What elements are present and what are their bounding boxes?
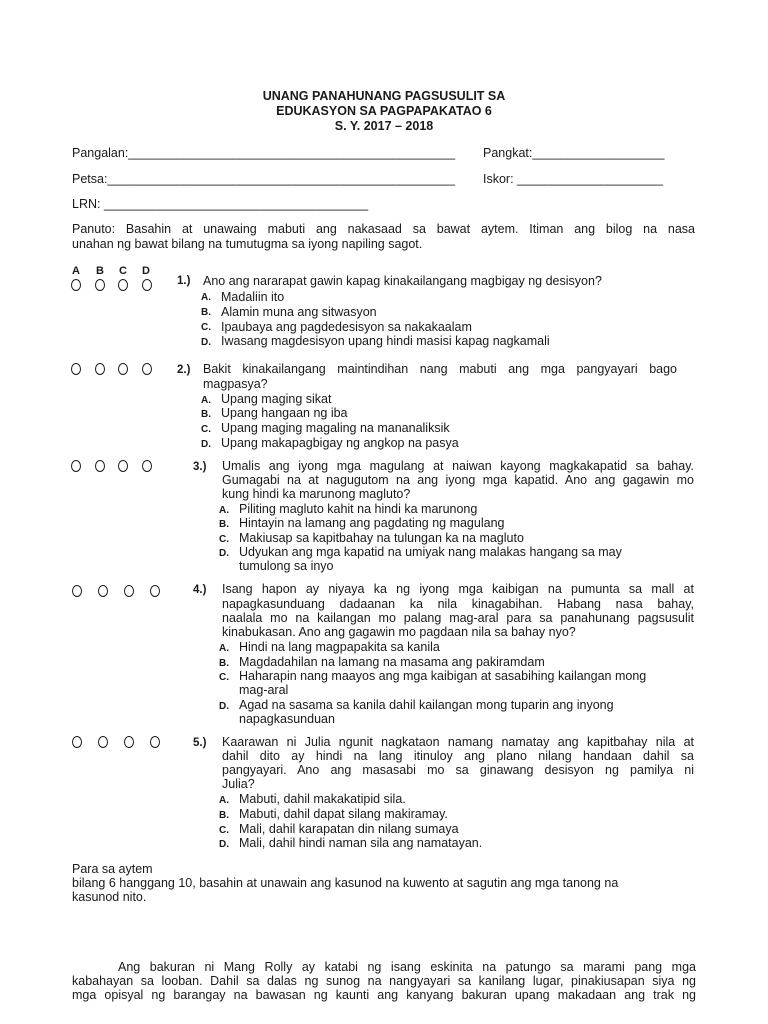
answer-bubble[interactable] <box>142 363 152 375</box>
section-note-line-3: kasunod nito. <box>72 890 147 904</box>
option-text: Madaliin ito <box>221 290 285 304</box>
question-number: 5.) <box>193 737 207 749</box>
option-text: Agad na sasama sa kanila dahil kailangan mong tuparin ang inyong <box>239 698 614 712</box>
question-text: Bakit kinakailangang maintindihan nang mabuti ang mga pangyayari bago <box>203 362 677 376</box>
question-text: dahil dito ay hindi na lang itinuloy ang plano nilang handaan dahil sa <box>222 749 694 763</box>
option-letter: B. <box>219 810 229 821</box>
option-text: Mali, dahil hindi naman sila ang namatayan. <box>239 836 483 850</box>
story-line-3: mga opisyal ng barangay na bawasan ng kaunti ang kanyang bakuran upang makadaan ang trak ng <box>72 988 696 1002</box>
section-note-line-1: Para sa aytem <box>72 862 153 876</box>
question-text: Julia? <box>222 777 255 791</box>
option-text: napagkasunduan <box>239 712 335 726</box>
option-letter: D. <box>219 839 229 850</box>
option-text: Hindi na lang magpapakita sa kanila <box>239 640 440 654</box>
option-letter: B. <box>201 409 211 420</box>
option-letter: A. <box>219 643 229 654</box>
exam-title-line-2: EDUKASYON SA PAGPAPAKATAO 6 <box>276 104 492 118</box>
option-text: Piliting magluto kahit na hindi ka marunong <box>239 502 478 516</box>
question-text: kung hindi ka marunong magluto? <box>222 487 411 501</box>
answer-bubble[interactable] <box>72 736 82 748</box>
question-text: kinabukasan. Ano ang gagawin mo pagdaan nila sa bahay nyo? <box>222 625 576 639</box>
option-letter: B. <box>219 519 229 530</box>
question-number: 3.) <box>193 461 207 473</box>
exam-title-line-1: UNANG PANAHUNANG PAGSUSULIT SA <box>262 89 506 103</box>
answer-bubble[interactable] <box>118 460 128 472</box>
question-text: Kaarawan ni Julia ngunit nagkataon namang namatay ang kapitbahay nila at <box>222 735 694 749</box>
date-field[interactable]: Petsa:__________________________________________________ <box>72 172 456 186</box>
option-text: Alamin muna ang sitwasyon <box>221 305 377 319</box>
option-text: Upang makapagbigay ng angkop na pasya <box>221 436 459 450</box>
answer-letter-b: B <box>96 265 104 277</box>
question-text: Gumagabi na at nagugutom na ang iyong mga kapatid. Ano ang gagawin mo <box>222 473 694 487</box>
name-field[interactable]: Pangalan:_______________________________________________ <box>72 146 456 160</box>
option-text: Haharapin nang maayos ang mga kaibigan at sasabihing kailangan mong <box>239 669 647 683</box>
option-text: Iwasang magdesisyon upang hindi masisi kapag nagkamali <box>221 334 550 348</box>
question-text: Ano ang nararapat gawin kapag kinakailangang magbigay ng desisyon? <box>203 274 602 288</box>
answer-bubble[interactable] <box>71 279 81 291</box>
answer-letter-d: D <box>142 265 150 277</box>
option-letter: D. <box>219 548 229 559</box>
question-text: napagkasunduang dadaanan ka nila kinagabihan. Habang nasa bahay, <box>222 597 694 611</box>
question-text: Umalis ang iyong mga magulang at naiwan kayong magkakapatid sa bahay. <box>222 459 694 473</box>
story-line-2: kabahayan sa looban. Dahil sa dalas ng sunog na nangyayari sa kanilang lugar, pinakiusapan siya ng <box>72 974 696 988</box>
option-letter: D. <box>219 701 229 712</box>
answer-bubble[interactable] <box>142 460 152 472</box>
option-letter: C. <box>201 424 211 435</box>
question-text: pangyayari. Ano ang masasabi mo sa ginawang desisyon ng pamilya ni <box>222 763 694 777</box>
answer-bubble[interactable] <box>98 736 108 748</box>
question-number: 2.) <box>177 364 191 376</box>
question-text: magpasya? <box>203 377 268 391</box>
option-letter: C. <box>219 534 229 545</box>
option-letter: A. <box>201 395 211 406</box>
answer-bubble[interactable] <box>71 460 81 472</box>
answer-bubble[interactable] <box>118 363 128 375</box>
answer-bubble[interactable] <box>95 279 105 291</box>
option-letter: A. <box>201 292 211 303</box>
answer-bubble[interactable] <box>124 585 134 597</box>
answer-bubble[interactable] <box>72 585 82 597</box>
section-field[interactable]: Pangkat:___________________ <box>483 146 665 160</box>
option-text: Mali, dahil karapatan din nilang sumaya <box>239 822 459 836</box>
option-text: Mabuti, dahil dapat silang makiramay. <box>239 807 448 821</box>
answer-bubble[interactable] <box>95 460 105 472</box>
option-text: Udyukan ang mga kapatid na umiyak nang malakas hangang sa may <box>239 545 622 559</box>
score-field[interactable]: Iskor: _____________________ <box>483 172 664 186</box>
option-text: Upang maging magaling na mananaliksik <box>221 421 450 435</box>
option-letter: B. <box>219 658 229 669</box>
answer-letter-a: A <box>72 265 80 277</box>
question-number: 4.) <box>193 584 207 596</box>
option-letter: A. <box>219 505 229 516</box>
option-text: Mabuti, dahil makakatipid sila. <box>239 792 406 806</box>
instructions-line-1: Panuto: Basahin at unawaing mabuti ang nakasaad sa bawat aytem. Itiman ang bilog na nasa <box>72 222 695 236</box>
lrn-field[interactable]: LRN: ______________________________________ <box>72 197 369 211</box>
answer-bubble[interactable] <box>150 585 160 597</box>
option-letter: A. <box>219 795 229 806</box>
answer-bubble[interactable] <box>98 585 108 597</box>
answer-bubble[interactable] <box>95 363 105 375</box>
question-text: naalala mo na kailangan mo palang mag-aral para sa panahunang pagsusulit <box>222 611 694 625</box>
option-letter: C. <box>219 672 229 683</box>
option-text: mag-aral <box>239 683 289 697</box>
option-text: Makiusap sa kapitbahay na tulungan ka na magluto <box>239 531 524 545</box>
option-letter: C. <box>201 322 211 333</box>
answer-bubble[interactable] <box>124 736 134 748</box>
answer-bubble[interactable] <box>118 279 128 291</box>
option-text: Hintayin na lamang ang pagdating ng magulang <box>239 516 505 530</box>
option-text: Upang maging sikat <box>221 392 332 406</box>
option-letter: D. <box>201 439 211 450</box>
option-letter: B. <box>201 307 211 318</box>
option-text: Upang hangaan ng iba <box>221 406 348 420</box>
answer-bubble[interactable] <box>71 363 81 375</box>
option-letter: C. <box>219 825 229 836</box>
answer-letter-c: C <box>119 265 127 277</box>
option-letter: D. <box>201 337 211 348</box>
story-line-1: Ang bakuran ni Mang Rolly ay katabi ng isang eskinita na patungo sa marami pang mga <box>118 960 696 974</box>
option-text: tumulong sa inyo <box>239 559 334 573</box>
school-year: S. Y. 2017 – 2018 <box>334 119 434 133</box>
option-text: Magdadahilan na lamang na masama ang pakiramdam <box>239 655 545 669</box>
instructions-line-2: unahan ng bawat bilang na tumutugma sa iyong napiling sagot. <box>72 237 423 251</box>
option-text: Ipaubaya ang pagdedesisyon sa nakakaalam <box>221 320 472 334</box>
section-note-line-2: bilang 6 hanggang 10, basahin at unawain ang kasunod na kuwento at sagutin ang mga tanong na <box>72 876 619 890</box>
answer-bubble[interactable] <box>150 736 160 748</box>
question-text: Isang hapon ay niyaya ka ng iyong mga kaibigan na pumunta sa mall at <box>222 582 694 596</box>
answer-bubble[interactable] <box>142 279 152 291</box>
question-number: 1.) <box>177 275 191 287</box>
